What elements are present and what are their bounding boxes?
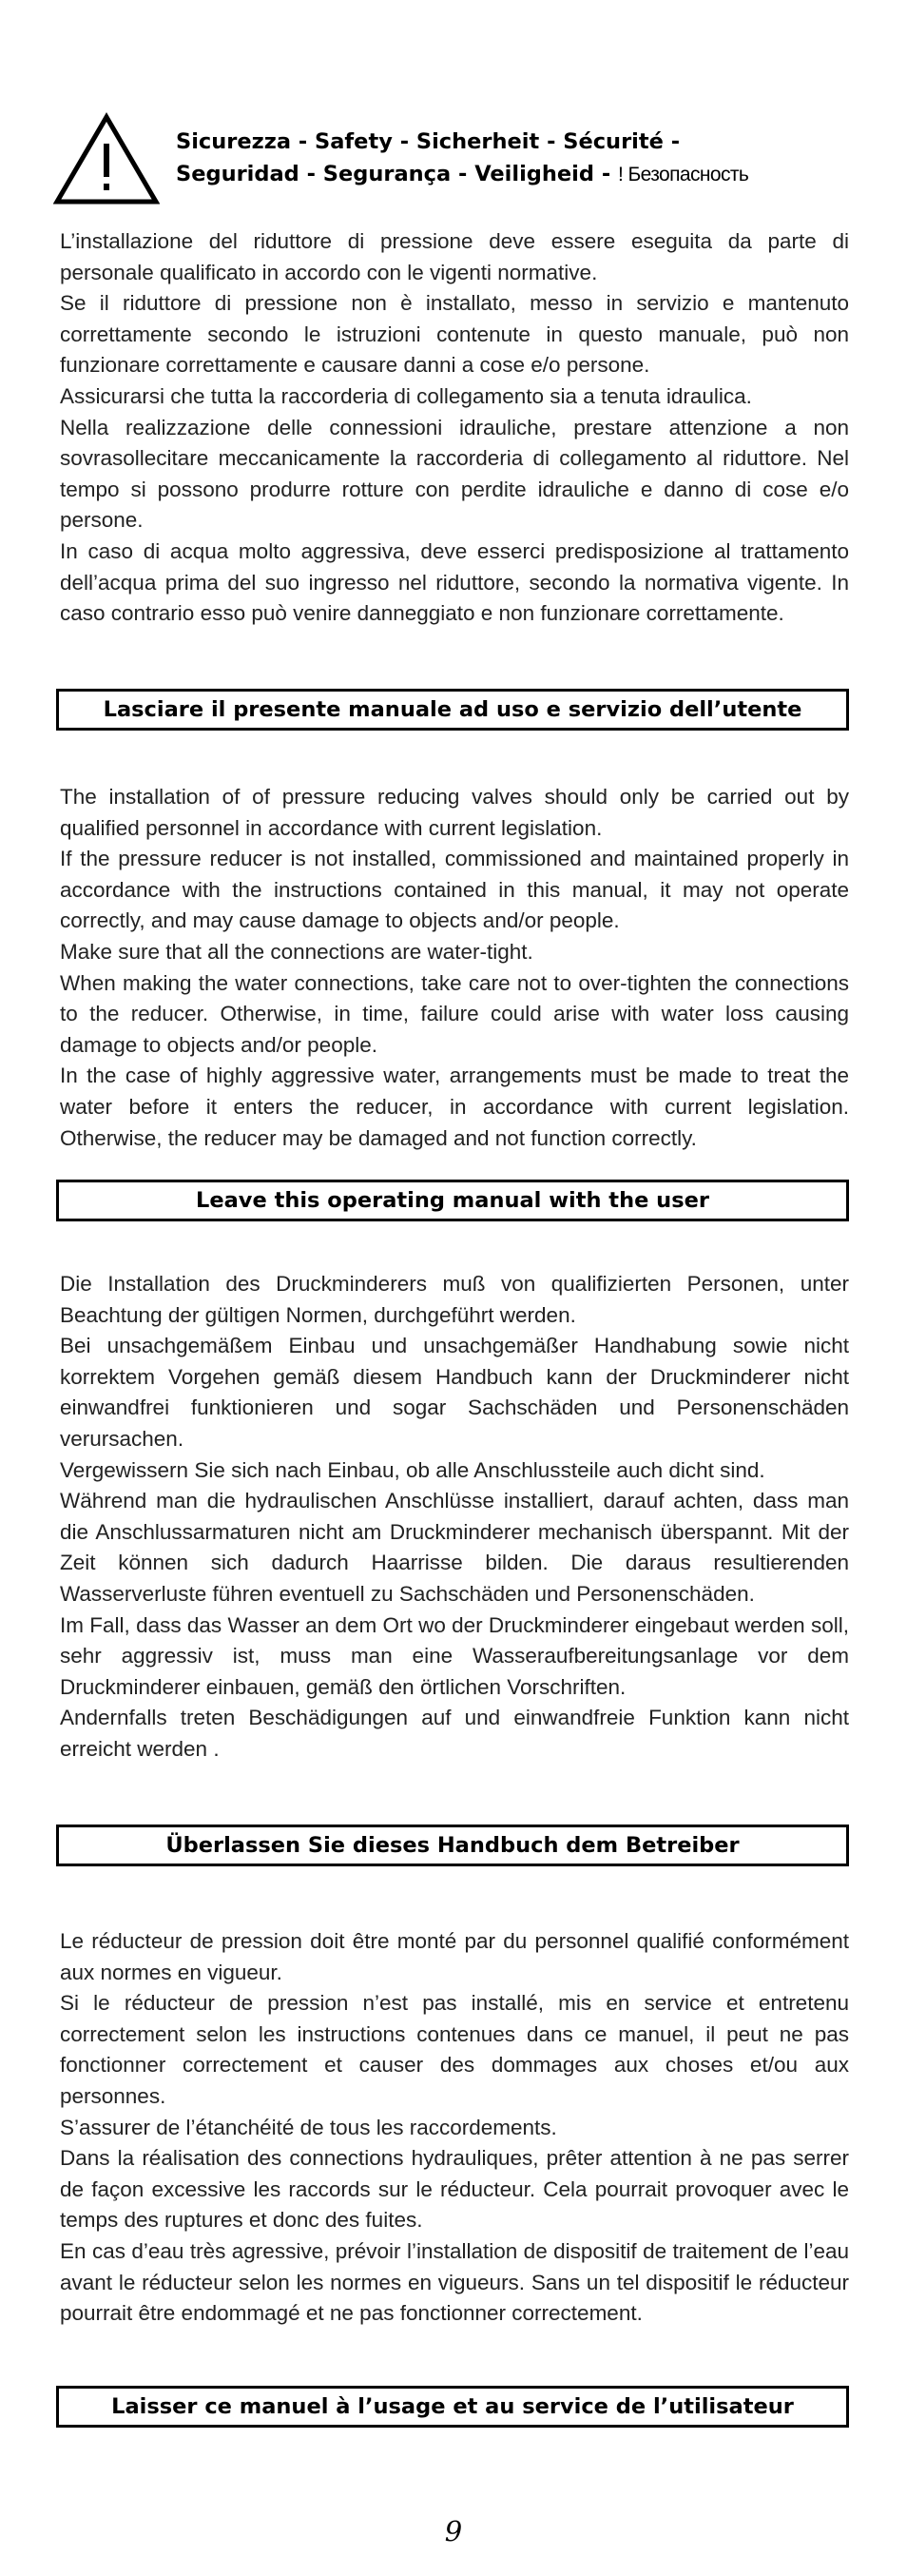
english-paragraph: The installation of of pressure reducing valves should only be carried out by qualified personnel in accordance with current legislation. <box>60 785 849 840</box>
french-paragraph: Dans la réalisation des connections hydrauliques, prêter attention à ne pas serrer de façon excessive les raccords sur le réducteur. Cela pourrait provoquer avec le temps des ruptures et donc des fuites. <box>60 2146 849 2233</box>
warning-triangle-icon <box>53 112 160 205</box>
french-paragraph: S’assurer de l’étanchéité de tous les raccordements. <box>60 2115 557 2139</box>
german-safety-text <box>60 1269 849 1766</box>
french-paragraph: Si le réducteur de pression n’est pas installé, mis en service et entretenu correctement selon les instructions contenues dans ce manuel, il peut ne pas fonctionner correctement et causer des dommages aux choses et/ou aux personnes. <box>60 1991 849 2108</box>
french-paragraph: En cas d’eau très agressive, prévoir l’installation de dispositif de traitement de l’eau avant le réducteur selon les normes en vigueurs. Sans un tel dispositif le réducteur pourrait être endommagé et ne pas fonctionner correctement. <box>60 2238 849 2326</box>
french-notice-box: Laisser ce manuel à l’usage et au service de l’utilisateur <box>56 2386 849 2428</box>
german-paragraph: Während man die hydraulischen Anschlüsse installiert, darauf achten, dass man die Anschlussarmaturen nicht am Druckminderer mechanisch überspannt. Mit der Zeit können sich dadurch Haarrisse bilden. Die daraus resultierenden Wasserverluste führen eventuell zu Sachschäden und Personenschäden. <box>60 1489 849 1606</box>
english-paragraph: When making the water connections, take care not to over-tighten the connections to the reducer. Otherwise, in time, failure could arise with water loss causing damage to objects and/or people. <box>60 970 849 1057</box>
english-paragraph: In the case of highly aggressive water, arrangements must be made to treat the water before it enters the reducer, in accordance with current legislation. Otherwise, the reducer may be damaged and not function correctly. <box>60 1064 849 1150</box>
english-paragraph: If the pressure reducer is not installed, commissioned and maintained properly in accordance with the instructions contained in this manual, it may not operate correctly, and may cause damage to objects and/or people. <box>60 847 849 933</box>
safety-heading-line-2 <box>176 158 860 191</box>
safety-heading <box>176 126 860 191</box>
safety-heading-russian: ! Безопасность <box>618 164 749 185</box>
italian-safety-text <box>60 226 849 630</box>
italian-paragraph: In caso di acqua molto aggressiva, deve esserci predisposizione al trattamento dell’acqua prima del suo ingresso nel riduttore, secondo la normativa vigente. In caso contrario esso può venire danneggiato e non funzionare correttamente. <box>60 538 849 626</box>
german-paragraph: Bei unsachgemäßem Einbau und unsachgemäßer Handhabung sowie nicht korrektem Vorgehen gemäß diesem Handbuch kann der Druckminderer nicht einwandfrei funktionieren und sogar Sachschäden und Personenschäden verursachen. <box>60 1334 849 1451</box>
german-paragraph: Die Installation des Druckminderers muß von qualifizierten Personen, unter Beachtung der gültigen Normen, durchgeführt werden. <box>60 1272 849 1327</box>
english-notice-box: Leave this operating manual with the user <box>56 1180 849 1221</box>
safety-heading-line-2-text: Seguridad - Segurança - Veiligheid - <box>176 162 618 186</box>
italian-notice-box: Lasciare il presente manuale ad uso e servizio dell’utente <box>56 689 849 731</box>
french-safety-text <box>60 1926 849 2330</box>
german-paragraph: Im Fall, dass das Wasser an dem Ort wo der Druckminderer eingebaut werden soll, sehr aggressiv ist, muss man eine Wasseraufbereitungsanlage vor dem Druckminderer einbauen, gemäß den örtlichen Vorschriften. <box>60 1612 849 1699</box>
italian-paragraph: L’installazione del riduttore di pressione deve essere eseguita da parte di personale qualificato in accordo con le vigenti normative. <box>60 229 849 284</box>
german-paragraph: Vergewissern Sie sich nach Einbau, ob alle Anschlussteile auch dicht sind. <box>60 1457 765 1482</box>
page-number: 9 <box>444 2515 463 2547</box>
french-paragraph: Le réducteur de pression doit être monté par du personnel qualifié conformément aux normes en vigueur. <box>60 1929 849 1984</box>
italian-paragraph: Assicurarsi che tutta la raccorderia di collegamento sia a tenuta idraulica. <box>60 383 752 408</box>
italian-paragraph: Se il riduttore di pressione non è installato, messo in servizio e mantenuto correttamente secondo le istruzioni contenute in questo manuale, può non funzionare correttamente e causare danni a cose e/o persone. <box>60 291 849 378</box>
english-paragraph: Make sure that all the connections are water-tight. <box>60 939 533 964</box>
english-safety-text <box>60 782 849 1154</box>
german-notice-box: Überlassen Sie dieses Handbuch dem Betreiber <box>56 1825 849 1866</box>
italian-paragraph: Nella realizzazione delle connessioni idrauliche, prestare attenzione a non sovrasollecitare meccanicamente la raccorderia di collegamento al riduttore. Nel tempo si possono produrre rotture con perdite idrauliche e danno di cose e/o persone. <box>60 415 849 533</box>
german-paragraph: Andernfalls treten Beschädigungen auf und einwandfreie Funktion kann nicht erreicht werden . <box>60 1706 849 1761</box>
safety-heading-line-1: Sicurezza - Safety - Sicherheit - Sécurité - <box>176 129 681 154</box>
